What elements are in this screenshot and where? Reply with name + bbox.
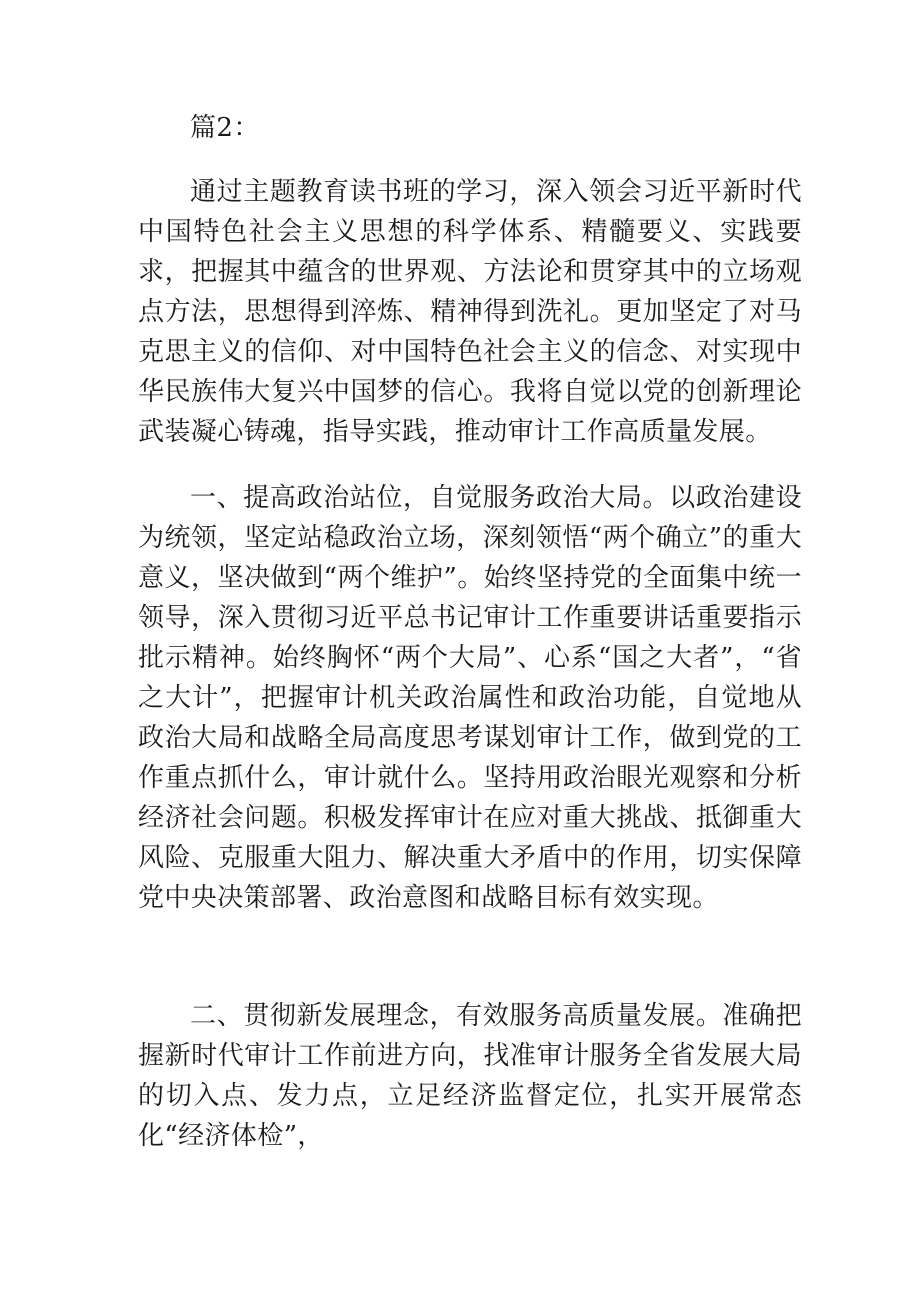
intro-paragraph: 通过主题教育读书班的学习，深入领会习近平新时代中国特色社会主义思想的科学体系、精髓要义、实践要求，把握其中蕴含的世界观、方法论和贯穿其中的立场观点方法，思想得到淬炼、精神得到洗礼。更加坚定了对马克思主义的信仰、对中国特色社会主义的信念、对实现中华民族伟大复兴中国梦的信心。我将自觉以党的创新理论武装凝心铸魂，指导实践，推动审计工作高质量发展。 <box>138 177 802 447</box>
section-heading: 篇2： <box>190 113 260 143</box>
section-two-paragraph: 二、贯彻新发展理念，有效服务高质量发展。准确把握新时代审计工作前进方向，找准审计服务全省发展大局的切入点、发力点，立足经济监督定位，扎实开展常态化“经济体检”， <box>138 1001 802 1151</box>
document-body <box>138 108 802 1156</box>
section-one-paragraph: 一、提高政治站位，自觉服务政治大局。以政治建设为统领，坚定站稳政治立场，深刻领悟“两个确立”的重大意义，坚决做到“两个维护”。始终坚持党的全面集中统一领导，深入贯彻习近平总书记审计工作重要讲话重要指示批示精神。始终胸怀“两个大局”、心系“国之大者”，“省之大计”，把握审计机关政治属性和政治功能，自觉地从政治大局和战略全局高度思考谋划审计工作，做到党的工作重点抓什么，审计就什么。坚持用政治眼光观察和分析经济社会问题。积极发挥审计在应对重大挑战、抵御重大风险、克服重大阻力、解决重大矛盾中的作用，切实保障党中央决策部署、政治意图和战略目标有效实现。 <box>138 483 802 913</box>
